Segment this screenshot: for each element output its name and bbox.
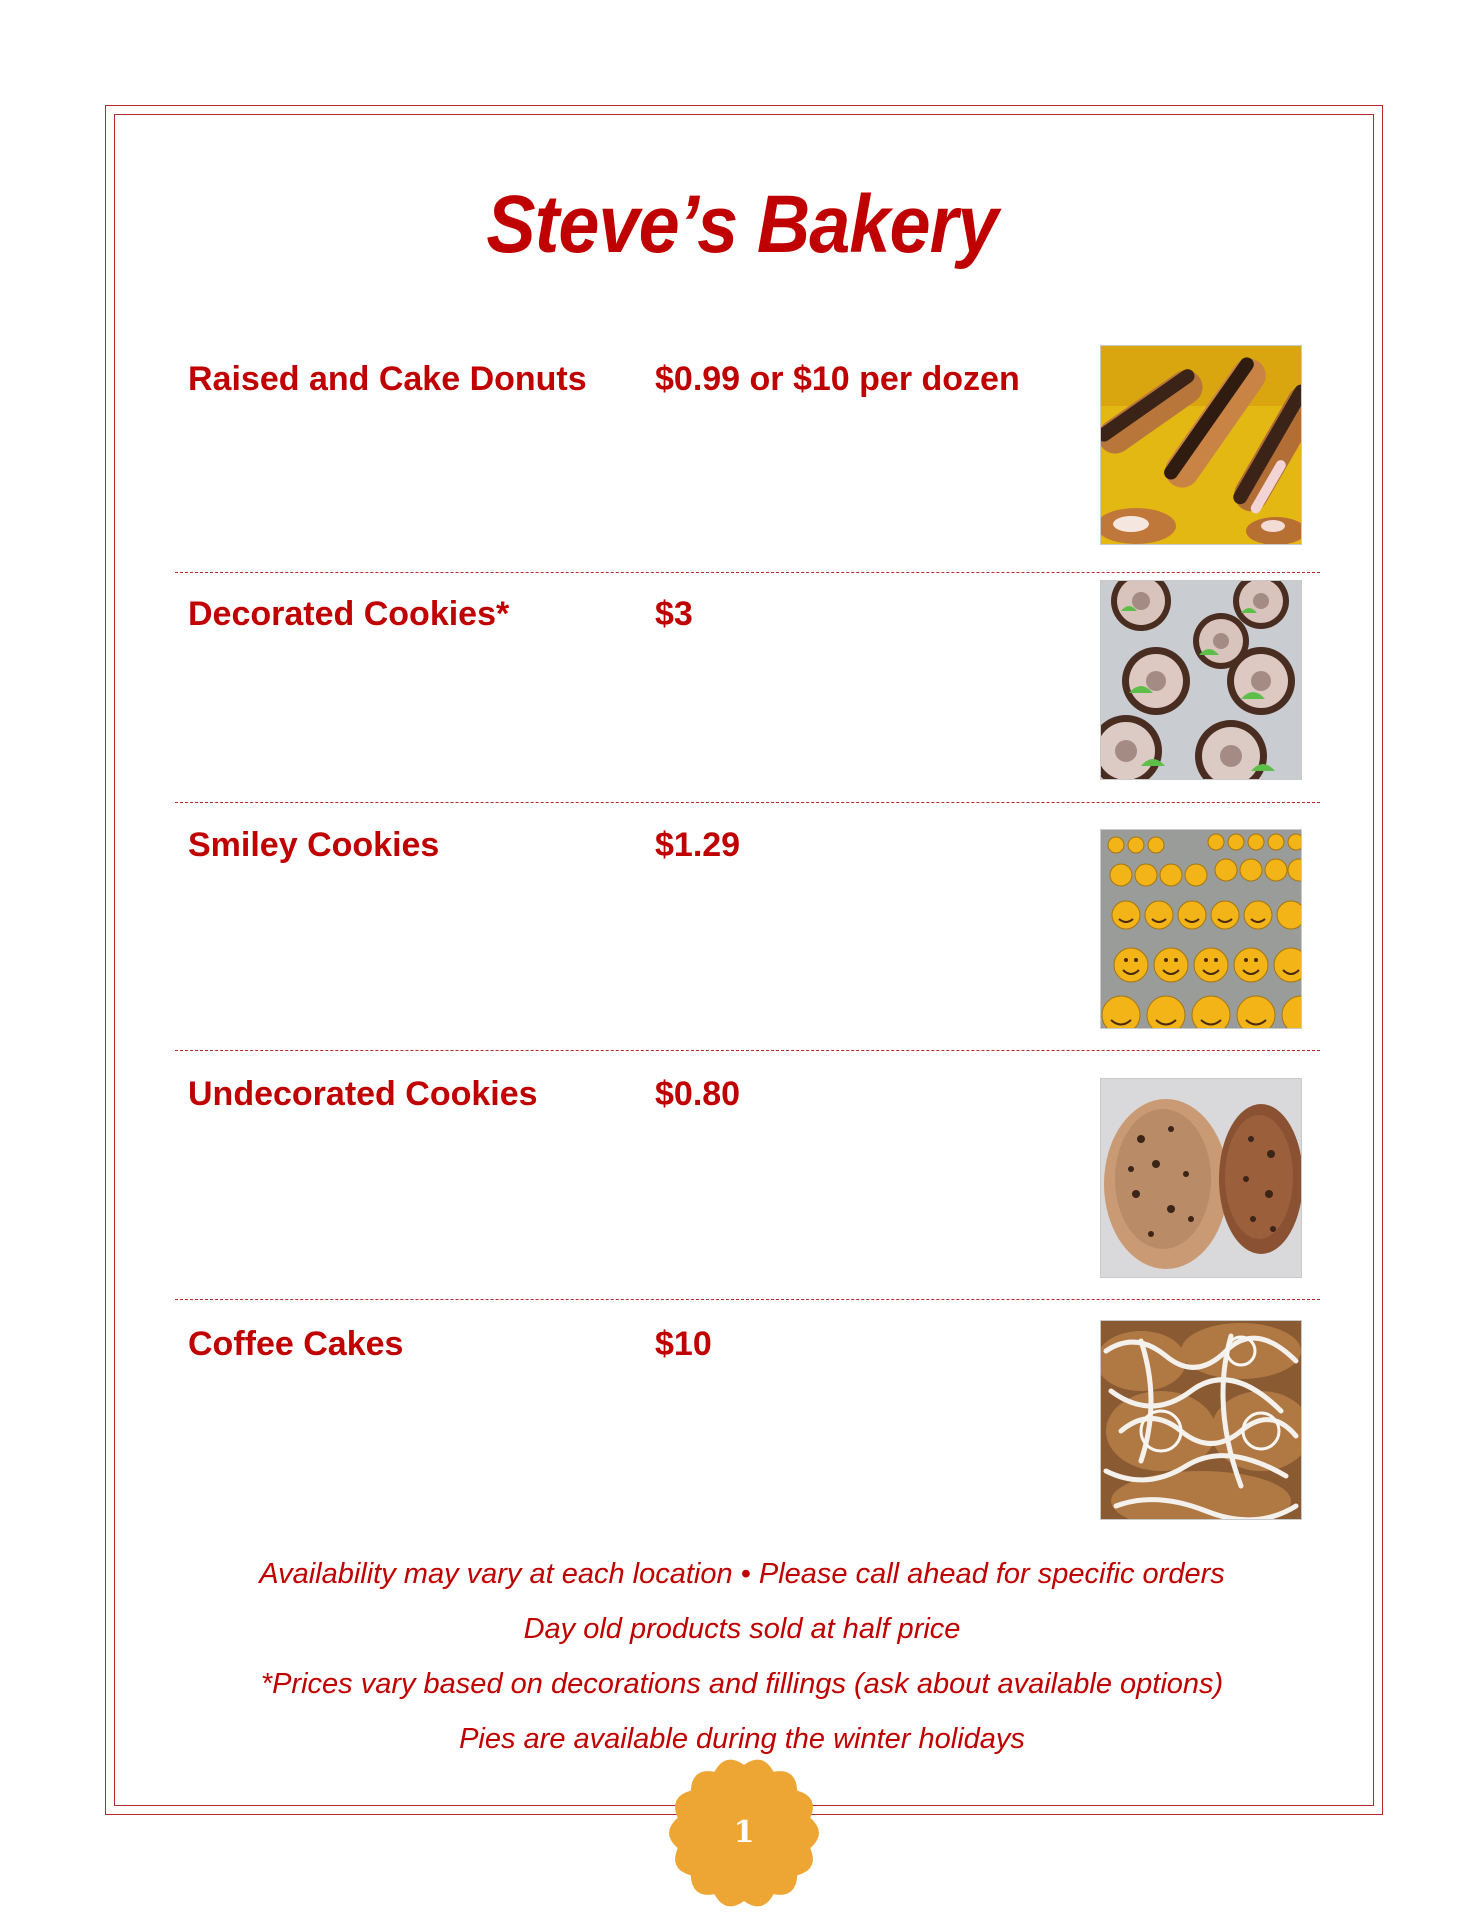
note-pies: Pies are available during the winter holidays (459, 1723, 1025, 1755)
footnotes (0, 1547, 1484, 1767)
undecorated-cookies-photo (1100, 1078, 1302, 1278)
item-price: $10 (655, 1325, 712, 1363)
note-prices-vary: *Prices vary based on decorations and fillings (ask about available options) (260, 1668, 1224, 1700)
item-name: Raised and Cake Donuts (188, 360, 587, 398)
donuts-photo (1100, 345, 1302, 545)
note-day-old: Day old products sold at half price (523, 1613, 961, 1645)
item-name: Coffee Cakes (188, 1325, 404, 1363)
item-name: Smiley Cookies (188, 826, 440, 864)
page-number-badge (668, 1757, 820, 1909)
item-price: $3 (655, 595, 693, 633)
decorated-cookies-photo (1100, 580, 1302, 780)
item-price: $1.29 (655, 826, 741, 864)
item-name: Undecorated Cookies (188, 1075, 538, 1113)
row-separator (175, 1299, 1320, 1300)
item-price: $0.80 (655, 1075, 741, 1113)
row-separator (175, 1050, 1320, 1051)
item-price: $0.99 or $10 per dozen (655, 360, 1020, 398)
bakery-title: Steve’s Bakery (486, 179, 998, 270)
page-number: 1 (733, 1815, 755, 1850)
item-name: Decorated Cookies* (188, 595, 510, 633)
smiley-cookies-photo (1100, 829, 1302, 1029)
row-separator (175, 572, 1320, 573)
row-separator (175, 802, 1320, 803)
coffee-cakes-photo (1100, 1320, 1302, 1520)
note-availability: Availability may vary at each location • Please call ahead for specific orders (259, 1558, 1225, 1590)
